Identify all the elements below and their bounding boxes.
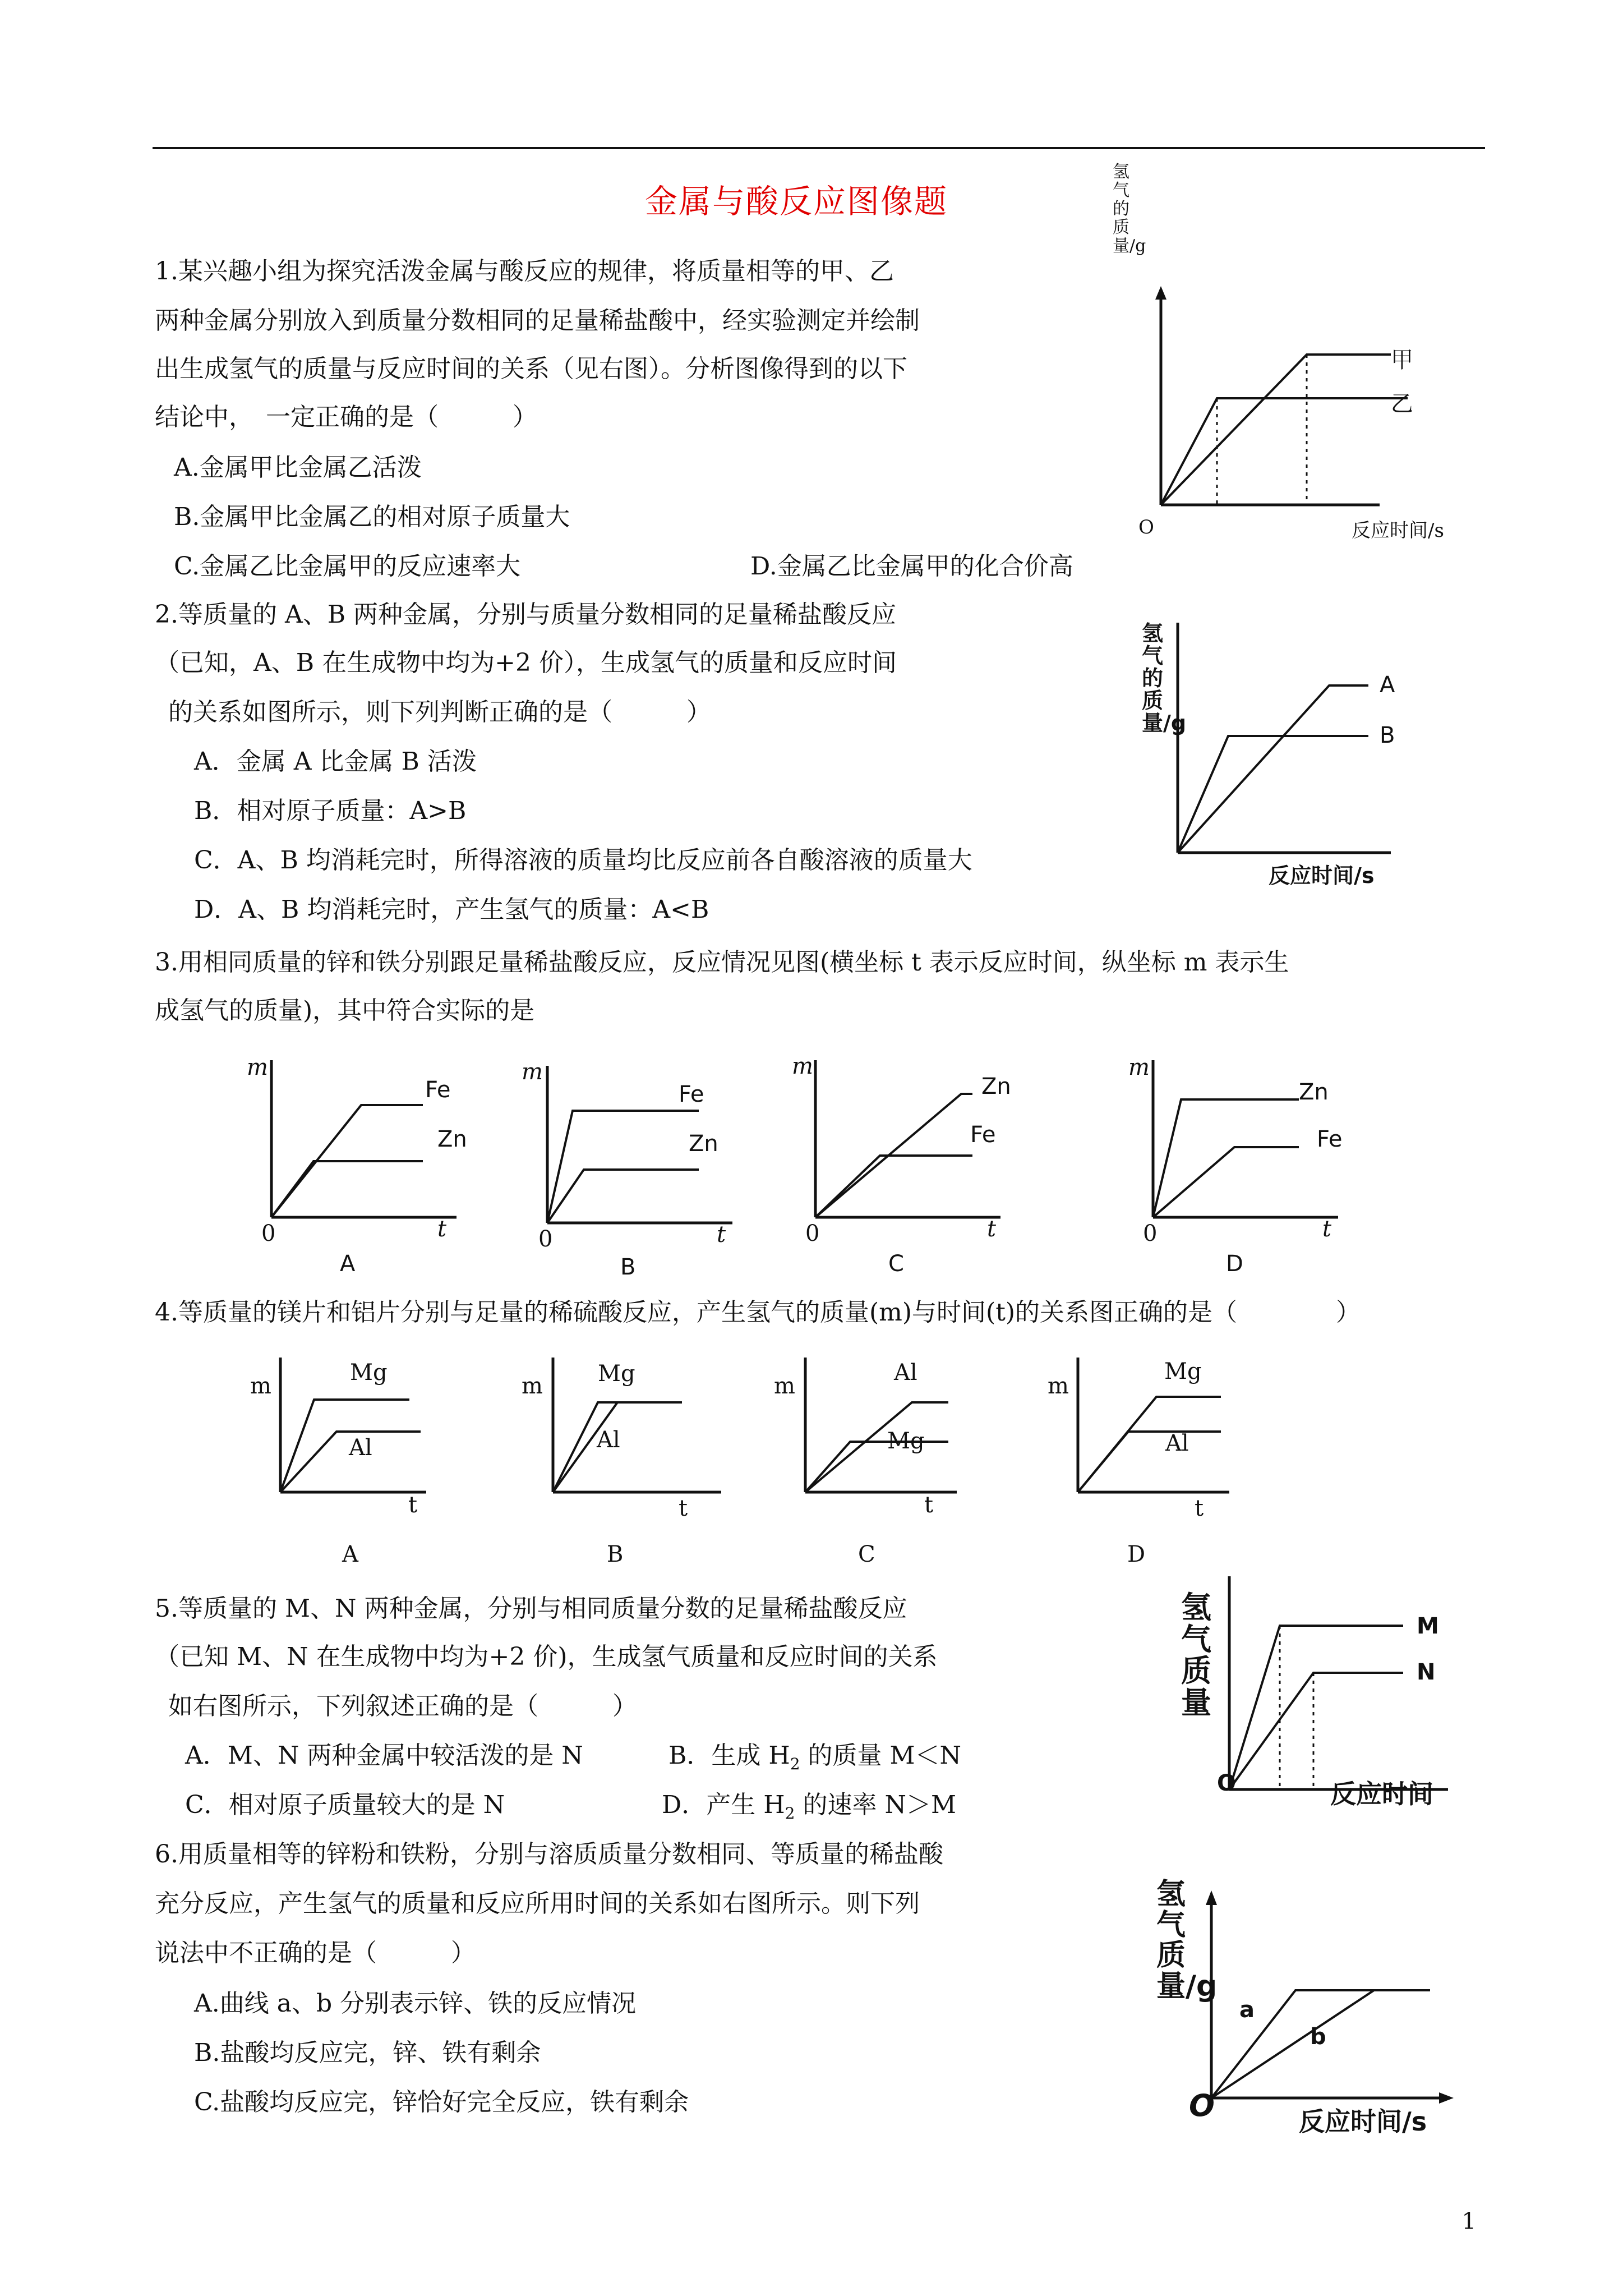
q4d-axis-m: m [1048, 1373, 1069, 1399]
q3d-axis-t: t [1322, 1216, 1332, 1242]
q4c-axis-t: t [924, 1492, 934, 1518]
q4b-axis-m: m [522, 1373, 543, 1399]
q1-line-3: 出生成氢气的质量与反应时间的关系（见右图）。分析图像得到的以下 [155, 355, 907, 383]
q3a-origin: 0 [261, 1221, 276, 1246]
q1-line-2: 两种金属分别放入到质量分数相同的足量稀盐酸中，经实验测定并绘制 [155, 306, 920, 335]
q5-graph-ylabel: 氢气质量 [1181, 1590, 1211, 1721]
q2-option-a: A．金属 A 比金属 B 活泼 [194, 747, 477, 776]
q1-series-yi: 乙 [1391, 391, 1413, 417]
q4a-top-label: Mg [350, 1360, 388, 1386]
q4b-top-label: Mg [598, 1361, 635, 1387]
q3-line-2: 成氢气的质量)，其中符合实际的是 [155, 996, 535, 1025]
q1-option-a: A.金属甲比金属乙活泼 [174, 453, 422, 482]
q5-origin: O [1217, 1770, 1237, 1796]
q4b-graph [547, 1358, 727, 1498]
page-title: 金属与酸反应图像题 [645, 182, 948, 220]
q3a-axis-t: t [437, 1216, 447, 1242]
q2-series-b: B [1380, 723, 1395, 748]
q4d-axis-t: t [1195, 1496, 1204, 1521]
q3c-axis-m: m [792, 1053, 813, 1079]
q4d-top-label: Mg [1164, 1359, 1202, 1384]
q2-graph-ylabel: 氢气的质量/g [1142, 621, 1187, 735]
q4b-bottom-label: Al [597, 1427, 620, 1453]
q4a-axis-m: m [250, 1373, 271, 1399]
q4d-graph [1072, 1358, 1241, 1498]
q4d-bottom-label: Al [1165, 1430, 1189, 1456]
q2-series-a: A [1380, 672, 1395, 698]
q3c-origin: 0 [805, 1221, 820, 1246]
q5-option-d: D．产生 $H_2$ 的速率 N＞M [662, 1791, 956, 1823]
q3b-axis-t: t [717, 1222, 726, 1248]
q1-option-c: C.金属乙比金属甲的反应速率大 [174, 552, 521, 581]
q3d-caption: D [1226, 1251, 1243, 1277]
q1-graph-xlabel: 反应时间/s [1352, 519, 1444, 542]
q5-option-a: A．M、N 两种金属中较活泼的是 N [185, 1741, 583, 1770]
q6-series-b: b [1310, 2024, 1326, 2050]
q2-line-1: 2.等质量的 A、B 两种金属，分别与质量分数相同的足量稀盐酸反应 [155, 600, 897, 629]
q5-option-c: C．相对原子质量较大的是 N [185, 1791, 505, 1819]
q6-line-2: 充分反应，产生氢气的质量和反应所用时间的关系如右图所示。则下列 [155, 1889, 920, 1918]
q6-option-b: B.盐酸均反应完，锌、铁有剩余 [194, 2039, 541, 2067]
q6-graph-ylabel: 氢气质量/g [1156, 1878, 1218, 2003]
q3b-bottom-label: Zn [689, 1131, 718, 1157]
q1-line-1: 1.某兴趣小组为探究活泼金属与酸反应的规律，将质量相等的甲、乙 [155, 257, 894, 286]
q3b-origin: 0 [538, 1226, 553, 1252]
q6-option-a: A.曲线 a、b 分别表示锌、铁的反应情况 [194, 1989, 637, 2018]
q5-series-n: N [1417, 1659, 1436, 1685]
page-number: 1 [1461, 2208, 1476, 2234]
q1-series-jia: 甲 [1391, 347, 1413, 373]
q3c-top-label: Zn [981, 1074, 1011, 1099]
q1-graph-ylabel: 氢气的质量/g [1113, 162, 1146, 256]
q3b-caption: B [620, 1254, 636, 1280]
q2-graph-xlabel: 反应时间/s [1269, 863, 1375, 888]
q3d-top-label: Zn [1299, 1079, 1329, 1105]
q3c-caption: C [888, 1251, 904, 1277]
q4c-bottom-label: Mg [887, 1428, 925, 1454]
q1-graph [1144, 286, 1424, 533]
q4c-caption: C [858, 1542, 875, 1567]
q2-option-b: B．相对原子质量：A>B [194, 797, 467, 825]
q5-line-3: 如右图所示，下列叙述正确的是（ ） [168, 1692, 637, 1720]
q1-line-4: 结论中， 一定正确的是（ ） [155, 403, 537, 431]
q1-option-d: D.金属乙比金属甲的化合价高 [750, 552, 1073, 581]
q2-graph [1166, 623, 1402, 864]
q5-line-2: （已知 M、N 在生成物中均为+2 价)，生成氢气质量和反应时间的关系 [155, 1642, 938, 1671]
q1-option-b: B.金属甲比金属乙的相对原子质量大 [174, 503, 570, 531]
q3a-caption: A [340, 1251, 356, 1277]
header-rule [153, 147, 1485, 149]
q3d-origin: 0 [1143, 1221, 1158, 1246]
q3b-top-label: Fe [679, 1082, 704, 1107]
q3c-bottom-label: Fe [970, 1122, 996, 1148]
q5-series-m: M [1417, 1613, 1439, 1639]
q4-line: 4.等质量的镁片和铝片分别与足量的稀硫酸反应，产生氢气的质量(m)与时间(t)的关系图正确的是（ ） [155, 1298, 1361, 1327]
q4d-caption: D [1127, 1542, 1146, 1567]
q3a-axis-m: m [247, 1055, 268, 1080]
q4b-axis-t: t [679, 1496, 688, 1521]
q4c-graph [800, 1358, 968, 1498]
q3-line-1: 3.用相同质量的锌和铁分别跟足量稀盐酸反应，反应情况见图(横坐标 t 表示反应时间，纵坐标 m 表示生 [155, 948, 1289, 977]
q4c-axis-m: m [774, 1373, 795, 1399]
q6-series-a: a [1239, 1997, 1255, 2023]
q2-line-2: （已知，A、B 在生成物中均为+2 价），生成氢气的质量和反应时间 [155, 648, 897, 677]
q6-line-3: 说法中不正确的是（ ） [155, 1939, 476, 1967]
q4c-top-label: Al [894, 1360, 917, 1386]
q3d-axis-m: m [1128, 1055, 1150, 1080]
q5-option-b: B．生成 $H_2$ 的质量 M＜N [668, 1741, 962, 1773]
q3a-bottom-label: Zn [437, 1126, 467, 1152]
q6-origin: O [1189, 2088, 1215, 2123]
q6-graph-xlabel: 反应时间/s [1299, 2106, 1427, 2137]
q4a-caption: A [342, 1542, 358, 1567]
q3d-bottom-label: Fe [1317, 1126, 1343, 1152]
q4a-axis-t: t [408, 1492, 418, 1518]
q1-origin: O [1138, 516, 1154, 539]
q5-line-1: 5.等质量的 M、N 两种金属，分别与相同质量分数的足量稀盐酸反应 [155, 1594, 907, 1623]
q3a-top-label: Fe [425, 1077, 451, 1103]
q2-option-c: C．A、B 均消耗完时，所得溶液的质量均比反应前各自酸溶液的质量大 [194, 846, 972, 875]
q2-option-d: D．A、B 均消耗完时，产生氢气的质量：A<B [194, 895, 709, 924]
q4b-caption: B [607, 1542, 624, 1567]
q6-line-1: 6.用质量相等的锌粉和铁粉，分别与溶质质量分数相同、等质量的稀盐酸 [155, 1840, 943, 1869]
q4a-bottom-label: Al [349, 1435, 372, 1461]
q6-option-c: C.盐酸均反应完，锌恰好完全反应，铁有剩余 [194, 2088, 689, 2116]
q5-graph-xlabel: 反应时间 [1330, 1779, 1433, 1809]
q3b-axis-m: m [522, 1059, 543, 1085]
q2-line-3: 的关系如图所示，则下列判断正确的是（ ） [168, 698, 711, 726]
q3c-axis-t: t [987, 1216, 997, 1242]
q5-graph [1224, 1576, 1459, 1801]
